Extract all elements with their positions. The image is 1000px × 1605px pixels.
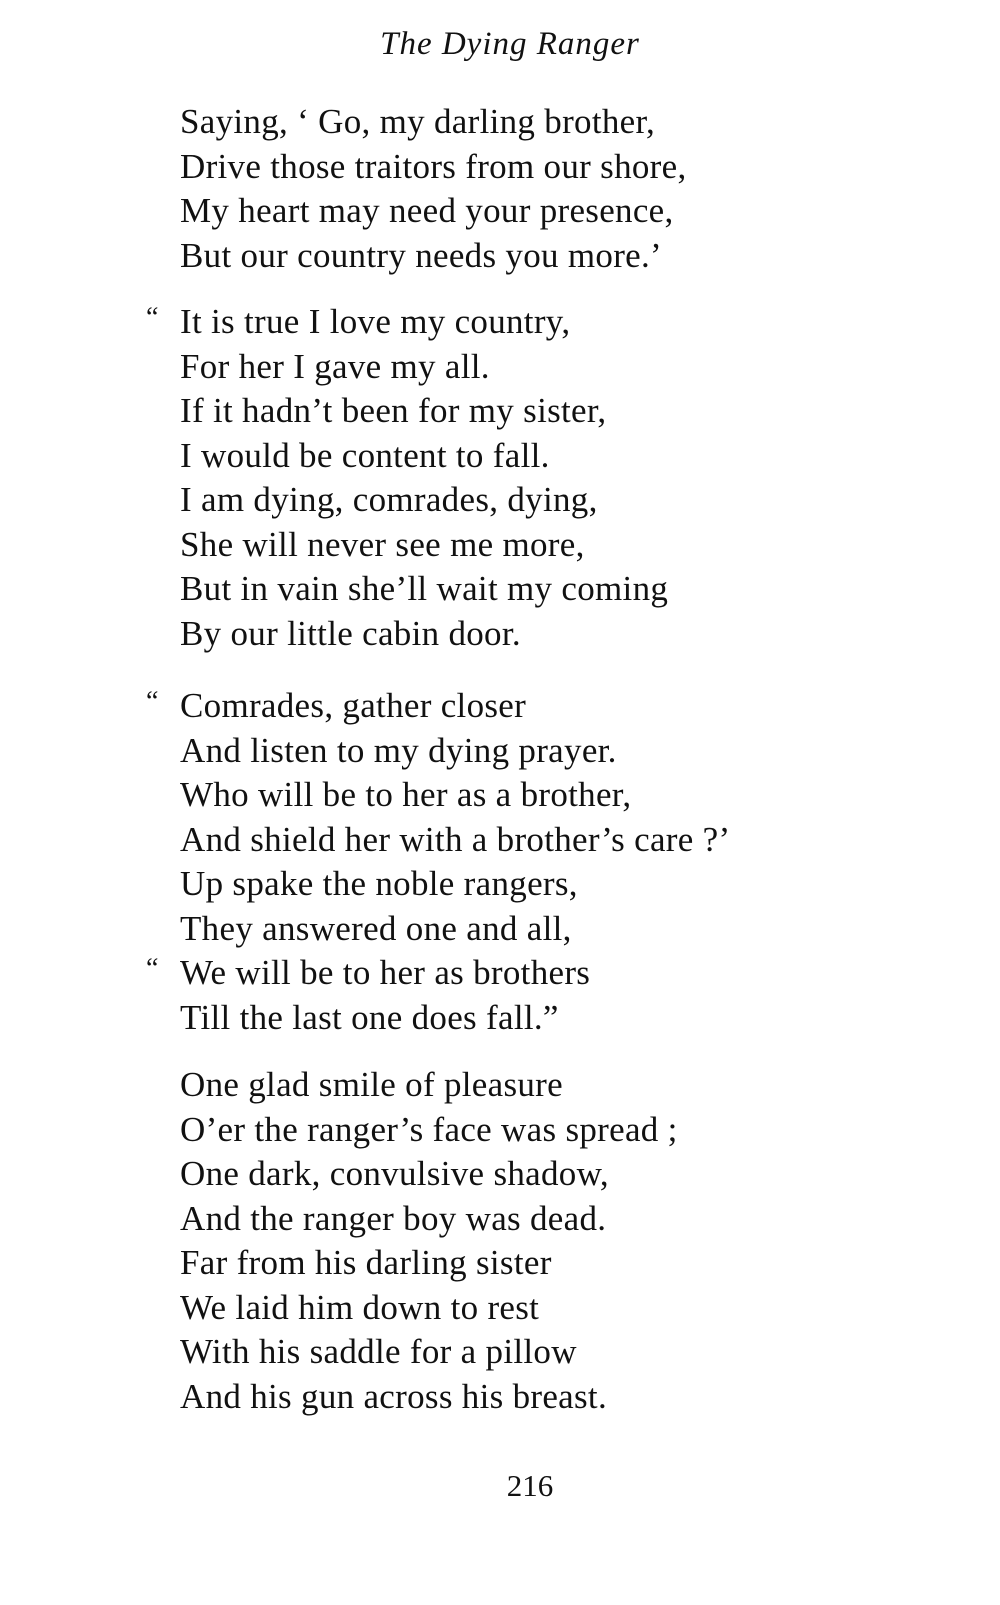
poem-line: Saying, ‘ Go, my darling brother, <box>180 102 656 141</box>
poem-line: One dark, convulsive shadow, <box>180 1154 609 1193</box>
poem-line: For her I gave my all. <box>180 346 490 386</box>
stanza-1 <box>180 100 940 278</box>
poem-line: But in vain she’ll wait my coming <box>180 569 669 608</box>
poem-line: They answered one and all, <box>180 908 572 948</box>
poem-line: And his gun across his breast. <box>180 1376 608 1416</box>
poem-line: “ It is true I love my country, <box>180 300 940 345</box>
poem-line: And the ranger boy was dead. <box>180 1198 607 1238</box>
poem-line: I would be content to fall. <box>180 435 550 475</box>
poem-line: Drive those traitors from our shore, <box>180 146 687 186</box>
poem-line: And listen to my dying prayer. <box>180 730 617 770</box>
stanza-3 <box>146 684 940 1040</box>
poem-line: And shield her with a brother’s care ?’ <box>180 819 731 859</box>
quote-mark: “ <box>146 953 159 984</box>
poem-line: Up spake the noble rangers, <box>180 864 578 903</box>
stanza-4 <box>180 1063 940 1419</box>
quote-mark: “ <box>146 686 159 717</box>
running-title: The Dying Ranger <box>380 26 640 62</box>
poem-line: We laid him down to rest <box>180 1287 540 1327</box>
quote-mark: “ <box>146 302 159 333</box>
poem-line: But our country needs you more.’ <box>180 235 662 275</box>
poem-line: With his saddle for a pillow <box>180 1332 577 1371</box>
poem-line: One glad smile of pleasure <box>180 1065 563 1104</box>
poem-line: I am dying, comrades, dying, <box>180 480 598 519</box>
poem-line: My heart may need your presence, <box>180 191 674 230</box>
poem-line: “ Comrades, gather closer <box>180 684 940 729</box>
poem-line: She will never see me more, <box>180 524 585 564</box>
poem-line: Till the last one does fall.” <box>180 997 559 1037</box>
poem-line: Far from his darling sister <box>180 1243 552 1282</box>
poem-line: “ We will be to her as brothers <box>180 951 940 996</box>
stanza-2 <box>146 300 940 656</box>
page-number: 216 <box>506 1468 554 1503</box>
poem-line: If it hadn’t been for my sister, <box>180 391 607 430</box>
poem-line: Who will be to her as a brother, <box>180 775 632 814</box>
poem-line: O’er the ranger’s face was spread ; <box>180 1109 678 1149</box>
poem-line: By our little cabin door. <box>180 613 521 653</box>
